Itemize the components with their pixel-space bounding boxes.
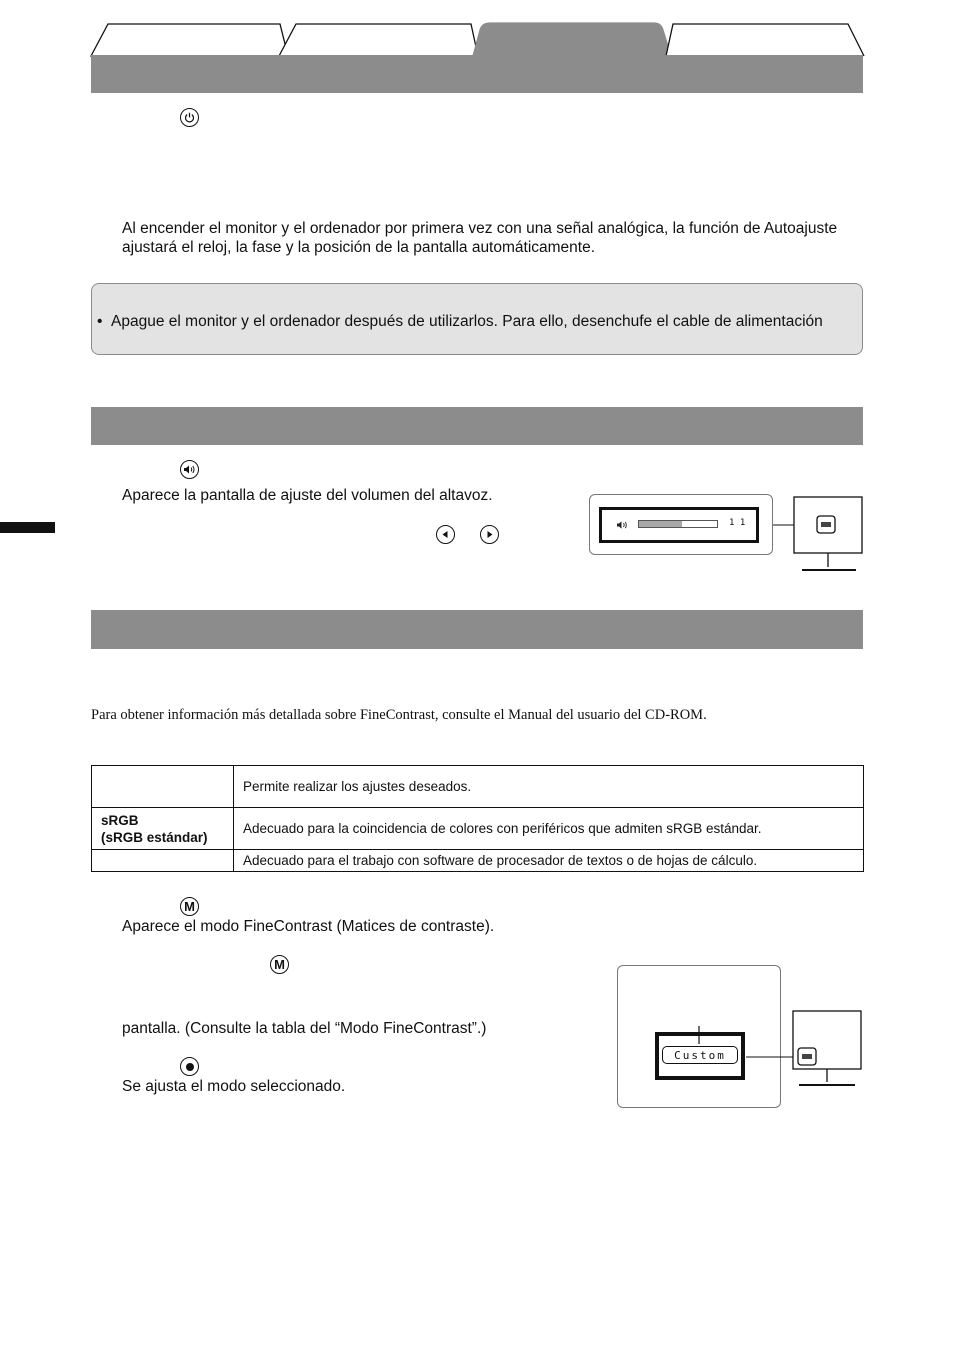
osd-mode-label: Custom bbox=[674, 1048, 726, 1062]
mode-description: Adecuado para la coincidencia de colores con periféricos que admiten sRGB estándar. bbox=[234, 808, 864, 850]
finecontrast-callout-line bbox=[694, 1024, 704, 1046]
volume-description: Aparece la pantalla de ajuste del volumen del altavoz. bbox=[122, 487, 493, 504]
left-arrow-icon[interactable] bbox=[436, 525, 455, 544]
section-header-power bbox=[91, 55, 863, 93]
osd-mode-label-box bbox=[662, 1046, 738, 1064]
mode-name bbox=[92, 766, 234, 808]
mode-description: Permite realizar los ajustes deseados. bbox=[234, 766, 864, 808]
mode-button-letter: M bbox=[184, 899, 195, 914]
right-arrow-icon[interactable] bbox=[480, 525, 499, 544]
mode-description: Adecuado para el trabajo con software de procesador de textos o de hojas de cálculo. bbox=[234, 850, 864, 872]
note-text bbox=[97, 312, 857, 331]
enter-icon bbox=[180, 1057, 199, 1076]
osd-speaker-icon bbox=[616, 520, 630, 530]
mode-name bbox=[92, 808, 234, 850]
volume-bar bbox=[638, 520, 718, 528]
note-sentence: Apague el monitor y el ordenador después de utilizarlos. Para ello, desenchufe el cable de alimentación bbox=[111, 313, 823, 330]
power-icon bbox=[180, 108, 199, 127]
mode-name bbox=[92, 850, 234, 872]
tab-4 bbox=[666, 24, 864, 56]
tab-1 bbox=[91, 24, 288, 56]
finecontrast-monitor-illustration bbox=[742, 1008, 864, 1088]
bullet: • bbox=[97, 313, 112, 330]
note-box bbox=[91, 283, 863, 355]
mode-name-line-2: (sRGB estándar) bbox=[101, 829, 208, 845]
finecontrast-intro: Para obtener información más detallada sobre FineContrast, consulte el Manual del usuario del CD-ROM. bbox=[91, 707, 707, 723]
volume-monitor-illustration bbox=[760, 494, 864, 574]
mode-button-icon bbox=[180, 897, 199, 916]
mode-button-icon-2 bbox=[270, 955, 289, 974]
mode-name-line-1: sRGB bbox=[101, 812, 139, 828]
mode-button-letter: M bbox=[274, 957, 285, 972]
volume-bar-fill bbox=[639, 521, 682, 527]
volume-value: 1 1 bbox=[729, 518, 746, 528]
section-header-finecontrast bbox=[91, 610, 863, 649]
table-row bbox=[92, 850, 864, 872]
tab-2 bbox=[279, 24, 478, 56]
section-tabs bbox=[88, 20, 868, 60]
section-header-volume bbox=[91, 407, 863, 445]
finecontrast-step3: Se ajusta el modo seleccionado. bbox=[122, 1078, 346, 1095]
autoadjust-text: Al encender el monitor y el ordenador por primera vez con una señal analógica, la función de Autoajuste ajustará el reloj, la fase y la posición de la pantalla automáticamente. bbox=[122, 220, 838, 256]
finecontrast-mode-table bbox=[91, 765, 864, 872]
table-row bbox=[92, 808, 864, 850]
speaker-icon bbox=[180, 460, 199, 479]
page-side-marker bbox=[0, 522, 55, 533]
finecontrast-step2: pantalla. (Consulte la tabla del “Modo FineContrast”.) bbox=[122, 1020, 487, 1037]
volume-osd-screen bbox=[599, 507, 759, 543]
table-row bbox=[92, 766, 864, 808]
finecontrast-step1: Aparece el modo FineContrast (Matices de contraste). bbox=[122, 918, 495, 935]
tab-3-active bbox=[473, 23, 671, 56]
